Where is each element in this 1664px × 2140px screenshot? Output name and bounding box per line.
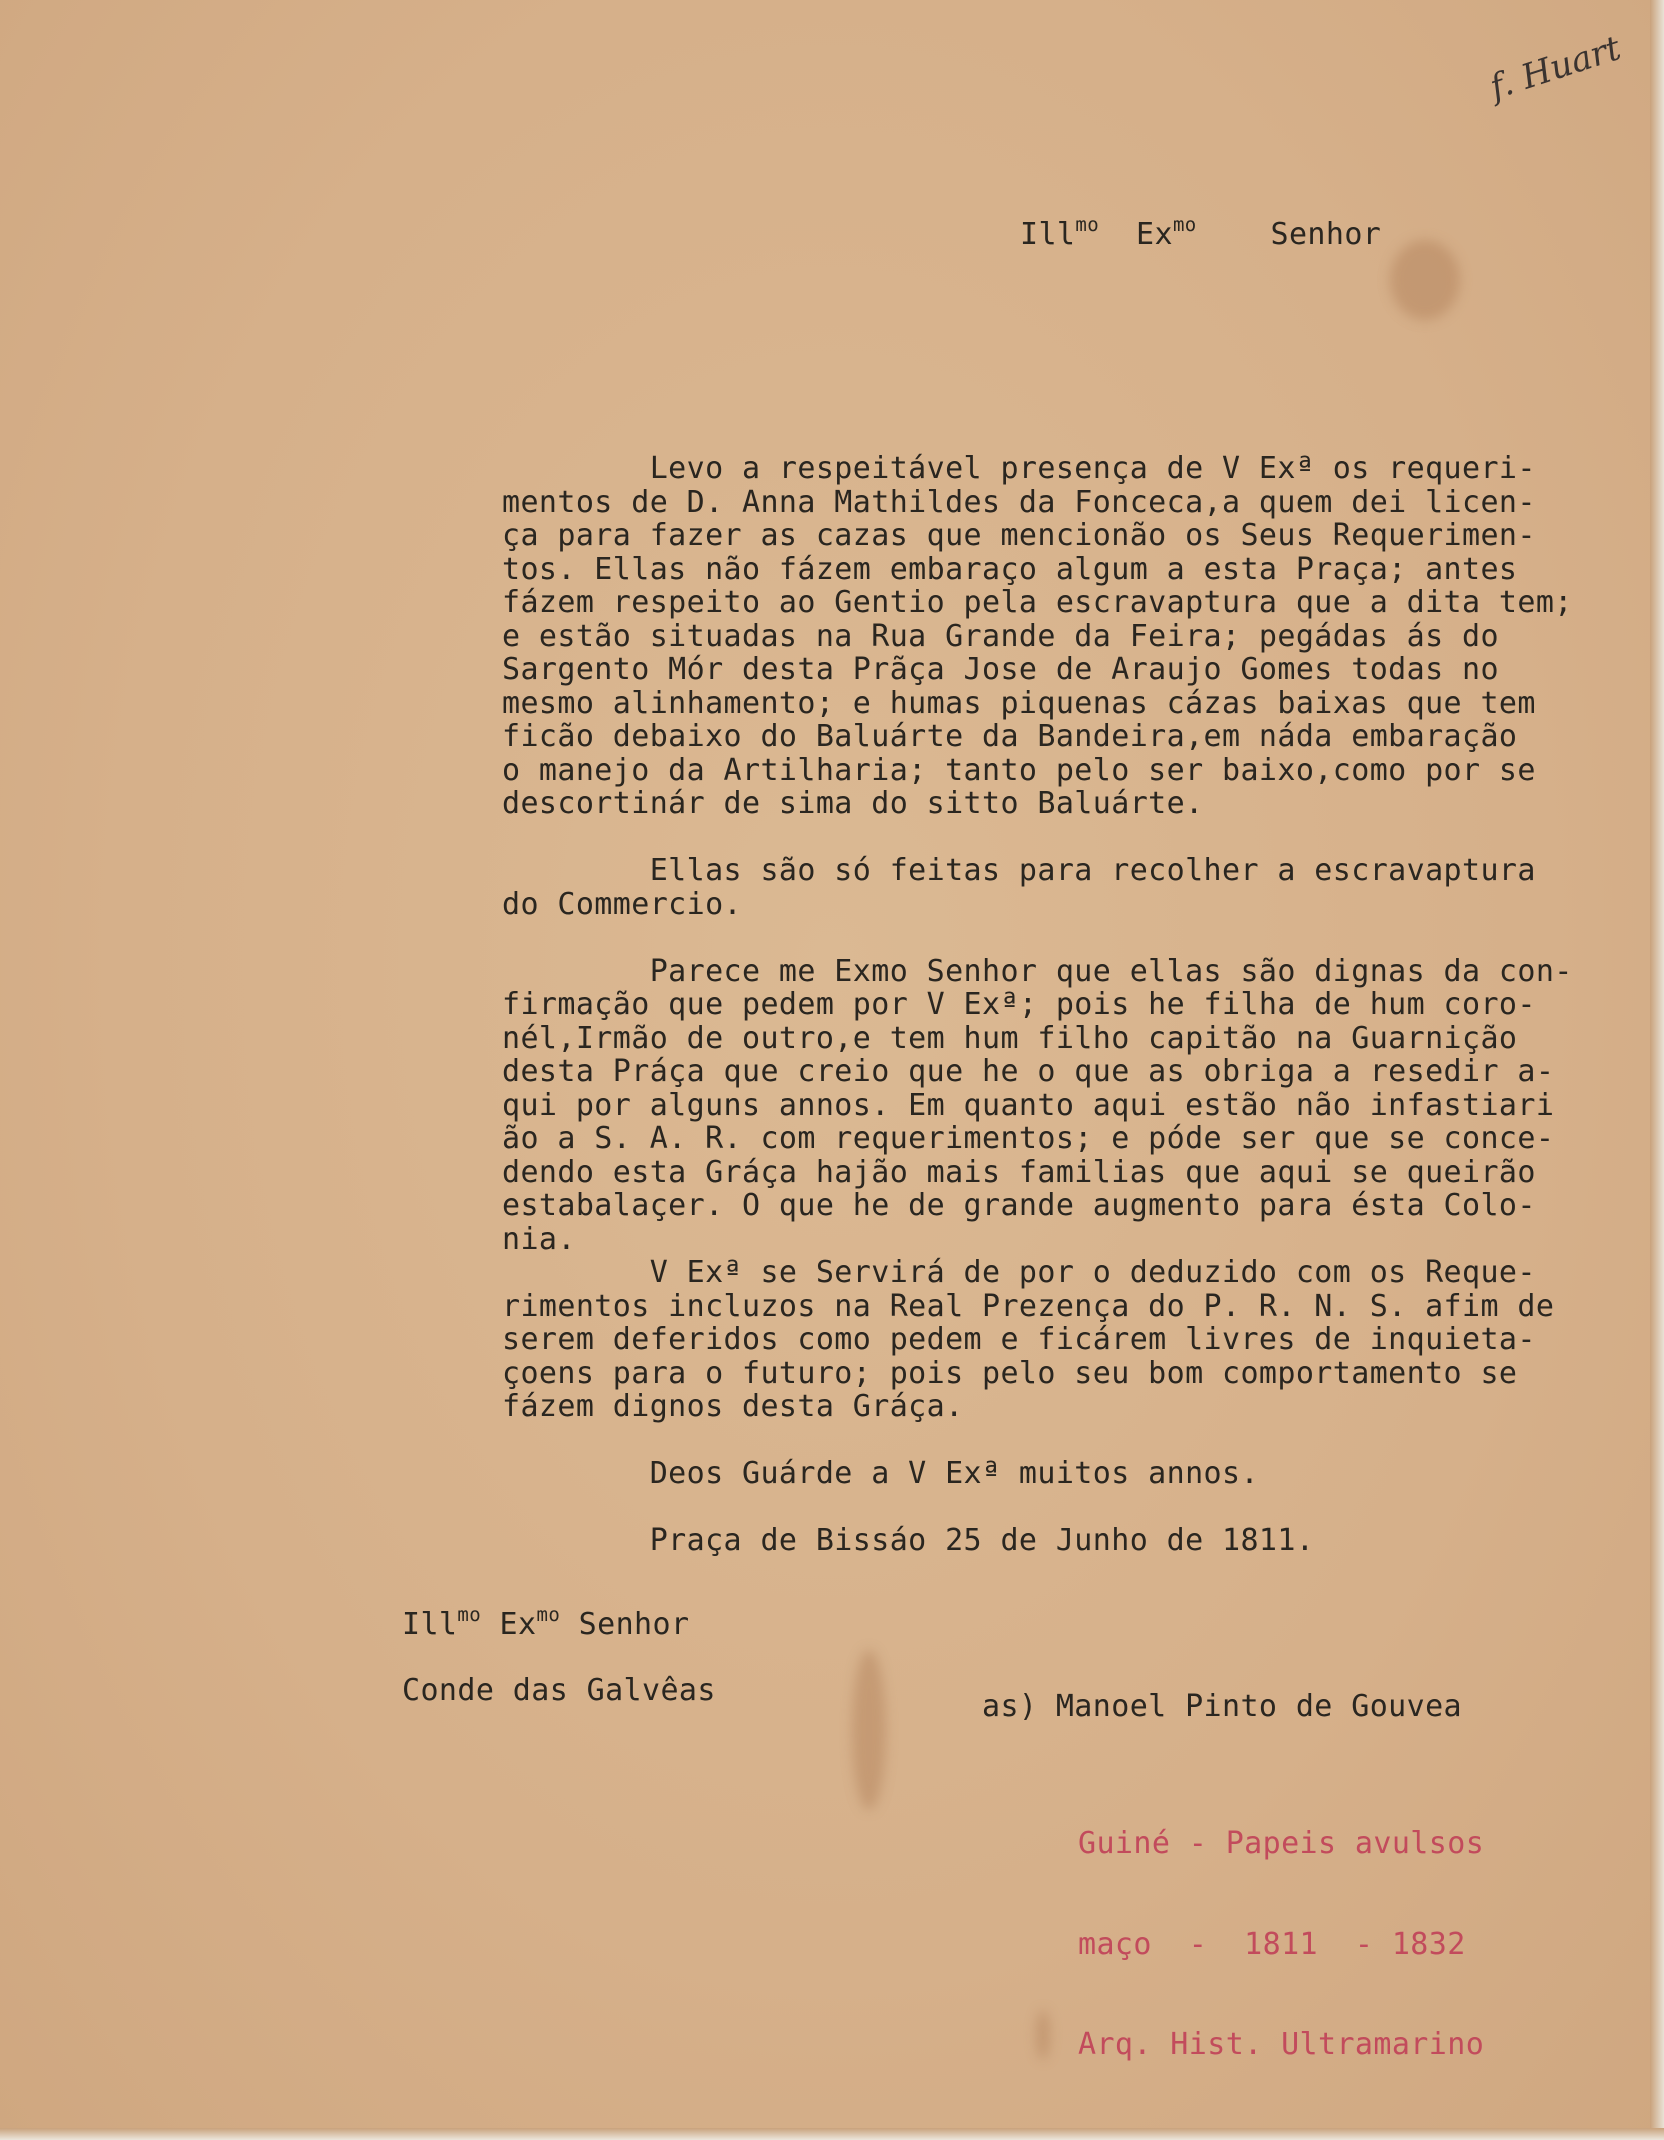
body-line: nia.: [502, 1221, 576, 1257]
body-line: descortinár de sima do sitto Baluárte.: [502, 786, 1204, 821]
salutation-ill: Ill: [1020, 217, 1076, 252]
body-line: ão a S. A. R. com requerimentos; e póde ser que se conce-: [502, 1121, 1555, 1156]
addressee-honorific: [402, 1592, 716, 1658]
addressee-ill-sup: mo: [457, 1604, 482, 1626]
addressee-name: Conde das Galvêas: [402, 1673, 716, 1708]
body-line: tos. Ellas não fázem embaraço algum a esta Praça; antes: [502, 551, 1518, 587]
body-line: dendo esta Gráça hajão mais familias que aqui se queirão: [502, 1154, 1536, 1190]
body-line: mesmo alinhamento; e humas piquenas cázas baixas que tem: [502, 685, 1536, 721]
paper-edge-bottom: [0, 2128, 1664, 2140]
addressee-ex-sup: mo: [536, 1604, 561, 1626]
body-line: çoens para o futuro; pois pelo seu bom comportamento se: [502, 1355, 1518, 1391]
body-line: [502, 921, 1573, 955]
body-line: desta Práça que creio que he o que as obriga a resedir a-: [502, 1054, 1555, 1089]
body-line: rimentos incluzos na Real Prezença do P. R. N. S. afim de: [502, 1288, 1555, 1324]
body-line: V Exª se Servirá de por o deduzido com os Reque-: [502, 1255, 1536, 1290]
archive-stamp: [1078, 1760, 1484, 2129]
body-line: ficão debaixo do Baluárte da Bandeira,em náda embaração: [502, 719, 1518, 754]
archive-stamp-line: Arq. Hist. Ultramarino: [1078, 2027, 1485, 2062]
salutation-title: Senhor: [1270, 217, 1382, 252]
body-line: Deos Guárde a V Exª muitos annos.: [502, 1456, 1259, 1491]
salutation-ex: Ex: [1136, 217, 1173, 252]
body-line: estabalaçer. O que he de grande augmento para ésta Colo-: [502, 1188, 1536, 1223]
body-line: [502, 821, 1573, 855]
salutation-heading: [1020, 214, 1382, 252]
archive-stamp-line: Guiné - Papeis avulsos: [1078, 1826, 1485, 1861]
body-line: do Commercio.: [502, 886, 742, 922]
body-line: Ellas são só feitas para recolher a escravaptura: [502, 853, 1536, 888]
body-line: o manejo da Artilharia; tanto pelo ser baixo,como por se: [502, 752, 1536, 788]
body-line: Sargento Mór desta Prãça Jose de Araujo Gomes todas no: [502, 652, 1499, 687]
body-line: mentos de D. Anna Mathildes da Fonceca,a quem dei licen-: [502, 484, 1536, 520]
addressee-block: [402, 1592, 716, 1724]
body-line: Levo a respeitável presença de V Exª os requeri-: [502, 451, 1536, 486]
paper-edge-right: [1650, 0, 1664, 2140]
salutation-ex-sup: mo: [1172, 214, 1197, 236]
stain-middle: [852, 1650, 886, 1810]
body-line: fázem dignos desta Gráça.: [502, 1389, 964, 1424]
signer-line: as) Manoel Pinto de Gouvea: [982, 1689, 1462, 1724]
body-line: [502, 1491, 1573, 1525]
body-line: serem deferidos como pedem e ficárem livres de inquieta-: [502, 1322, 1536, 1357]
addressee-title: Senhor: [578, 1607, 690, 1642]
body-line: [502, 1424, 1573, 1458]
letter-body: [502, 452, 1573, 1558]
stain-bottom: [1036, 2010, 1050, 2060]
body-line: e estão situadas na Rua Grande da Feira; pegádas ás do: [502, 618, 1499, 654]
body-line: fázem respeito ao Gentio pela escravaptura que a dita tem;: [502, 585, 1573, 620]
salutation-ill-sup: mo: [1075, 214, 1100, 236]
body-line: ça para fazer as cazas que mencionão os Seus Requerimen-: [502, 518, 1536, 553]
addressee-ill: Ill: [402, 1607, 458, 1642]
body-line: Praça de Bissáo 25 de Junho de 1811.: [502, 1523, 1315, 1558]
body-line: Parece me Exmo Senhor que ellas são dignas da con-: [502, 953, 1573, 989]
corner-initials: f. Huart: [1485, 28, 1626, 108]
body-line: qui por alguns annos. Em quanto aqui estão não infastiari: [502, 1087, 1555, 1123]
archive-stamp-line: maço - 1811 - 1832: [1078, 1926, 1466, 1962]
stain-top: [1390, 240, 1460, 320]
body-line: nél,Irmão de outro,e tem hum filho capitão na Guarnição: [502, 1020, 1518, 1056]
addressee-ex: Ex: [499, 1607, 537, 1642]
body-line: firmação que pedem por V Exª; pois he filha de hum coro-: [502, 987, 1536, 1022]
